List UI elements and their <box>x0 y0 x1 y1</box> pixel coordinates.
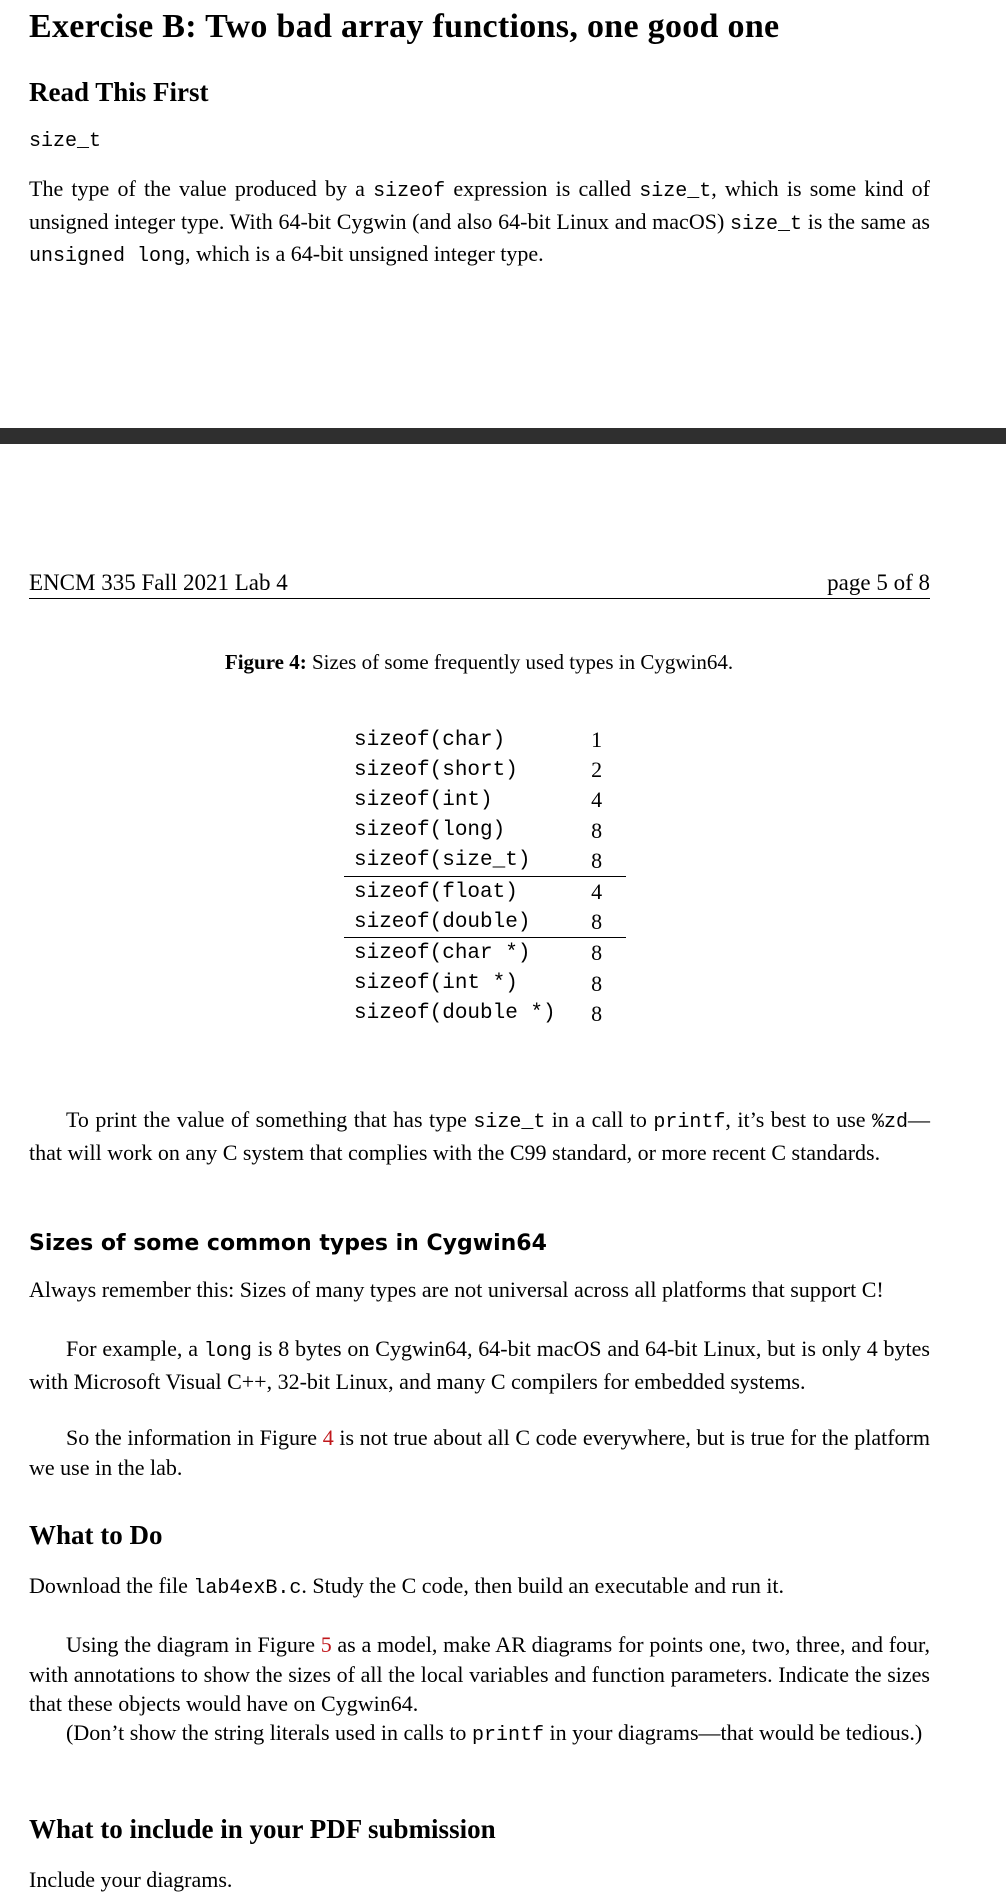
size-expression: sizeof(int *) <box>354 972 518 996</box>
header-course: ENCM 335 Fall 2021 Lab 4 <box>29 570 288 595</box>
size-expression: sizeof(char) <box>354 728 506 752</box>
paragraph-long-example: For example, a long is 8 bytes on Cygwin64, 64-bit macOS and 64-bit Linux, but is only 4 bytes with Microsoft Visual C++, 32-bit Linux, and many C compilers for embedded systems. <box>29 1336 930 1394</box>
size-expression: sizeof(int) <box>354 788 493 812</box>
size-value: 1 <box>591 727 603 753</box>
sizes-table <box>344 725 626 1029</box>
size-expression: sizeof(size_t) <box>354 849 531 873</box>
size-expression: sizeof(long) <box>354 819 506 843</box>
size-expression: sizeof(double) <box>354 910 531 934</box>
size-expression: sizeof(float) <box>344 876 580 907</box>
paragraph-download: Download the file lab4exB.c. Study the C code, then build an executable and run it. <box>29 1573 785 1600</box>
paragraph-printf: To print the value of something that has type size_t in a call to printf, it’s best to use %zd—that will work on any C system that complies with the C99 standard, or more recent C standards. <box>29 1107 931 1165</box>
figure-4-link[interactable]: 4 <box>322 1425 334 1450</box>
size-expression: sizeof(double *) <box>354 1002 556 1026</box>
size-expression: sizeof(char *) <box>344 938 580 969</box>
paragraph-using-diagram: Using the diagram in Figure 5 as a model, make AR diagrams for points one, two, three, and four, with annotations to show the sizes of all the local variables and function parameters. Indicate the sizes that these objects would have on Cygwin64. <box>29 1632 930 1716</box>
paragraph-dont-show: (Don’t show the string literals used in calls to printf in your diagrams—that would be tedious.) <box>66 1720 923 1747</box>
table-row <box>344 785 626 815</box>
page-header <box>29 568 930 599</box>
table-row <box>344 969 626 999</box>
exercise-title: Exercise B: Two bad array functions, one good one <box>29 8 780 45</box>
figure-caption: Figure 4: Sizes of some frequently used types in Cygwin64. <box>224 650 734 674</box>
size-value: 8 <box>591 1000 603 1026</box>
size-expression: sizeof(short) <box>354 758 518 782</box>
table-row <box>344 938 626 969</box>
table-row <box>344 846 626 877</box>
subheading-size-t: size_t <box>29 130 102 153</box>
size-value: 8 <box>591 817 603 843</box>
section-heading-what-to-do: What to Do <box>29 1520 163 1550</box>
table-row <box>344 907 626 938</box>
size-value: 4 <box>580 876 626 907</box>
size-value: 8 <box>591 909 603 935</box>
table-row <box>344 999 626 1029</box>
size-value: 4 <box>591 787 603 813</box>
table-row <box>344 876 626 907</box>
size-value: 2 <box>591 757 603 783</box>
table-row <box>344 725 626 755</box>
table-row <box>344 816 626 846</box>
size-value: 8 <box>591 847 603 873</box>
figure-5-link[interactable]: 5 <box>320 1632 332 1657</box>
section-heading-sizes: Sizes of some common types in Cygwin64 <box>29 1231 547 1256</box>
size-value: 8 <box>580 938 626 969</box>
paragraph-always-remember: Always remember this: Sizes of many types are not universal across all platforms that support C! <box>29 1277 884 1302</box>
paragraph-include: Include your diagrams. <box>29 1867 233 1892</box>
paragraph-size-t: The type of the value produced by a sizeof expression is called size_t, which is some kind of unsigned integer type. With 64-bit Cygwin (and also 64-bit Linux and macOS) size_t is the same as unsigned long, which is a 64-bit unsigned integer type. <box>29 176 930 268</box>
section-heading-read-this-first: Read This First <box>29 77 209 107</box>
table-row <box>344 755 626 785</box>
size-value: 8 <box>591 970 603 996</box>
paragraph-figure-note: So the information in Figure 4 is not true about all C code everywhere, but is true for the platform we use in the lab. <box>29 1425 930 1480</box>
header-page-number: page 5 of 8 <box>827 570 930 595</box>
page-separator <box>0 428 1006 444</box>
section-heading-include: What to include in your PDF submission <box>29 1814 496 1844</box>
